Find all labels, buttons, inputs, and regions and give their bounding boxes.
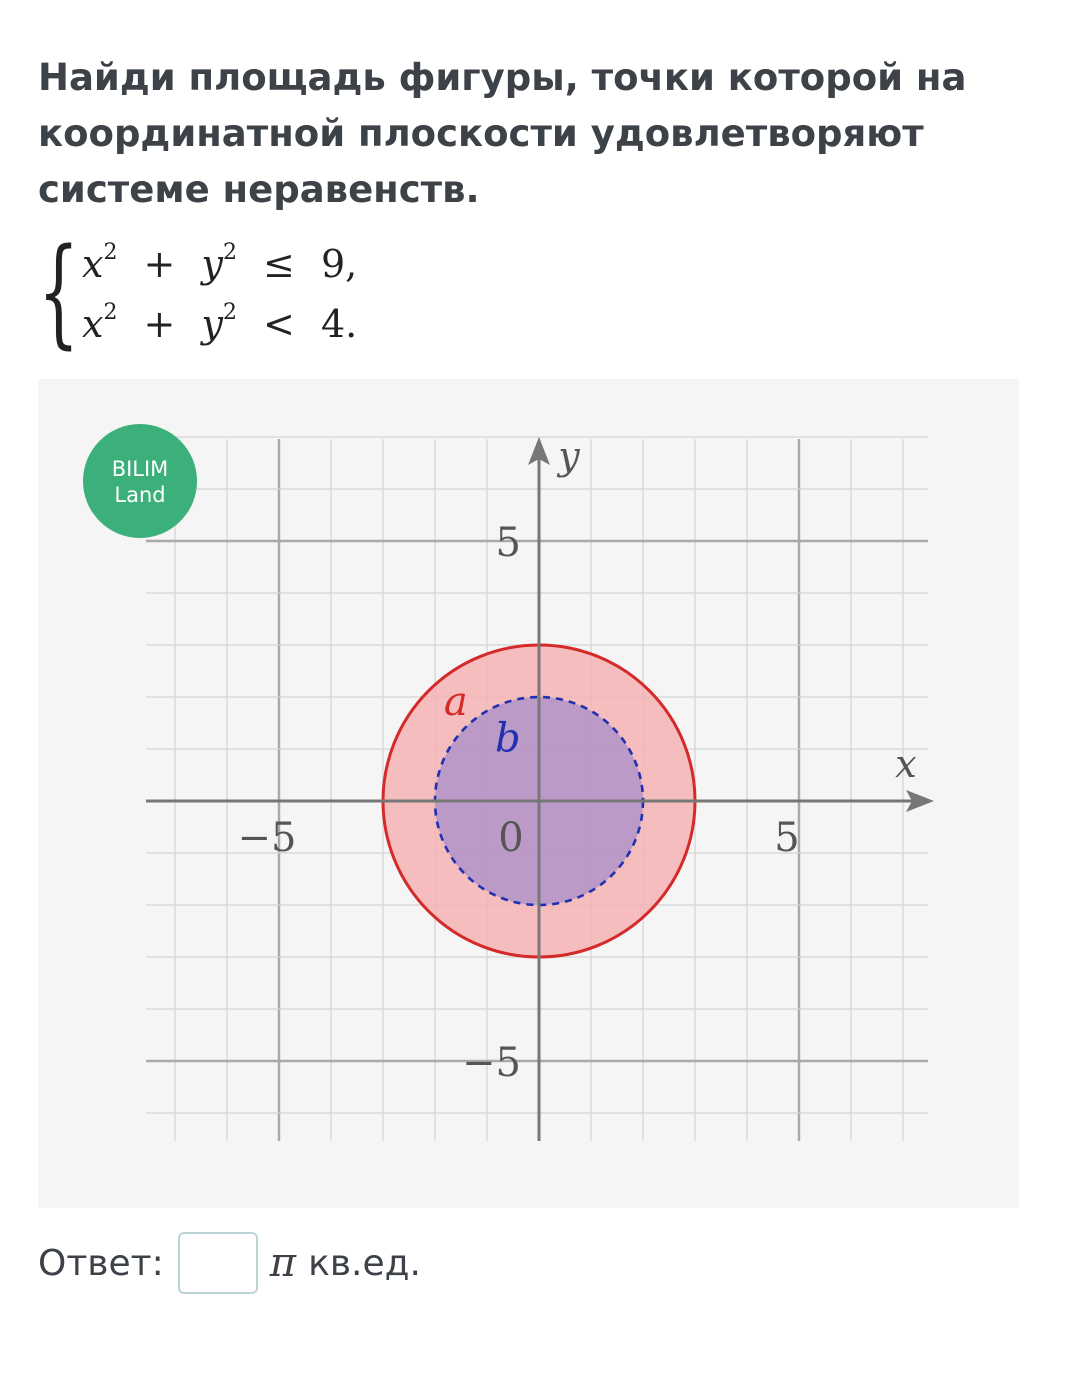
axes bbox=[146, 437, 934, 1141]
var-y: y bbox=[201, 242, 223, 286]
answer-row bbox=[38, 1228, 421, 1298]
answer-label: Ответ: bbox=[38, 1242, 164, 1284]
relation-sign: ≤ bbox=[263, 242, 295, 286]
logo-circle bbox=[83, 424, 197, 538]
exponent: 2 bbox=[103, 300, 118, 326]
answer-input[interactable] bbox=[178, 1232, 258, 1294]
coordinate-plane bbox=[38, 379, 1019, 1208]
y-tick-label: −5 bbox=[462, 1040, 521, 1086]
bilim-land-logo bbox=[83, 424, 197, 538]
circle-label-a: a bbox=[443, 679, 468, 726]
inequality-2 bbox=[82, 302, 357, 346]
system-brace: { bbox=[38, 222, 80, 360]
rhs-value: 9, bbox=[320, 242, 358, 286]
var-y: y bbox=[201, 302, 223, 346]
logo-text-line2: Land bbox=[114, 483, 166, 507]
x-axis-label: x bbox=[895, 742, 917, 786]
inequality-system bbox=[38, 222, 458, 362]
var-x: x bbox=[82, 302, 104, 346]
relation-sign: < bbox=[263, 302, 295, 346]
y-tick-label: 5 bbox=[495, 520, 521, 566]
circle-label-b: b bbox=[494, 715, 521, 762]
rhs-value: 4. bbox=[320, 302, 358, 346]
figure-panel bbox=[38, 379, 1019, 1208]
answer-unit: кв.ед. bbox=[308, 1242, 421, 1284]
y-axis-label: y bbox=[558, 434, 580, 478]
plus-sign: + bbox=[143, 302, 176, 346]
origin-label: 0 bbox=[498, 815, 524, 861]
question-text: Найди площадь фигуры, точки которой на координатной плоскости удовлетворяют системе неравенств. bbox=[38, 56, 967, 211]
var-x: x bbox=[82, 242, 104, 286]
exponent: 2 bbox=[222, 300, 237, 326]
plus-sign: + bbox=[143, 242, 176, 286]
x-tick-label: 5 bbox=[774, 815, 800, 861]
logo-text-line1: BILIM bbox=[111, 457, 169, 481]
pi-symbol: π bbox=[269, 1240, 297, 1286]
inequality-1 bbox=[82, 242, 357, 286]
x-tick-label: −5 bbox=[237, 815, 297, 861]
exponent: 2 bbox=[103, 240, 118, 266]
exponent: 2 bbox=[222, 240, 237, 266]
